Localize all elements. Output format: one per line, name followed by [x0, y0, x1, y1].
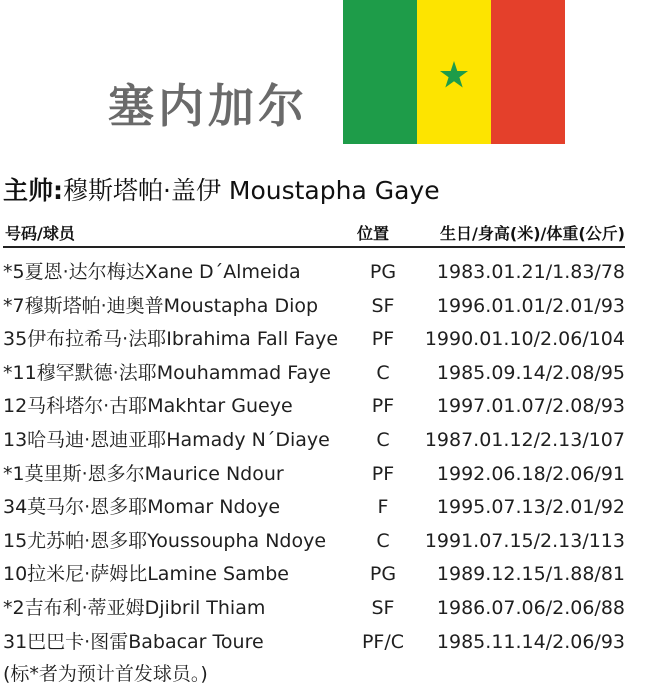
player-name: *1莫里斯·恩多尔Maurice Ndour	[3, 462, 284, 485]
roster-row	[3, 592, 625, 626]
player-info: 1986.07.06/2.06/88	[436, 596, 625, 619]
senegal-flag	[343, 0, 565, 144]
column-header-player: 号码/球员	[5, 224, 75, 243]
column-header-info: 生日/身高(米)/体重(公斤)	[440, 224, 625, 243]
player-info: 1992.06.18/2.06/91	[436, 462, 625, 485]
coach-name: 穆斯塔帕·盖伊 Moustapha Gaye	[63, 176, 440, 205]
player-position: C	[376, 361, 390, 384]
player-info: 1985.09.14/2.08/95	[436, 361, 625, 384]
player-position: F	[377, 496, 389, 519]
coach-line	[3, 174, 440, 208]
player-position: PF/C	[361, 630, 405, 653]
player-info: 1989.12.15/1.88/81	[436, 563, 625, 586]
player-position: PF	[371, 462, 395, 485]
coach-label: 主帅:	[3, 176, 63, 205]
player-info: 1990.01.10/2.06/104	[424, 328, 625, 351]
player-name: 34莫马尔·恩多耶Momar Ndoye	[3, 496, 281, 519]
player-name: 13哈马迪·恩迪亚耶Hamady N´Diaye	[3, 428, 330, 451]
roster-row	[3, 491, 625, 525]
player-info: 1991.07.15/2.13/113	[424, 529, 625, 552]
column-header-position: 位置	[357, 224, 390, 243]
player-name: *11穆罕默德·法耶Mouhammad Faye	[3, 361, 331, 384]
flag-stripe-red	[491, 0, 565, 144]
player-position: PG	[369, 261, 397, 283]
player-name: 35伊布拉希马·法耶Ibrahima Fall Faye	[3, 328, 339, 351]
player-position: PF	[371, 328, 395, 351]
roster-row	[3, 390, 625, 424]
player-name: *5夏恩·达尔梅达Xane D´Almeida	[3, 261, 301, 283]
roster-row	[3, 558, 625, 592]
roster-row	[3, 458, 625, 492]
green-star-icon	[439, 60, 469, 90]
roster-row	[3, 323, 625, 357]
player-name: 15尤苏帕·恩多耶Youssoupha Ndoye	[3, 529, 327, 552]
player-name: *7穆斯塔帕·迪奥普Moustapha Diop	[3, 294, 319, 317]
roster-column-header	[3, 218, 625, 244]
player-info: 1983.01.21/1.83/78	[436, 261, 625, 283]
player-position: SF	[371, 596, 395, 619]
roster-row	[3, 256, 625, 290]
header-divider	[3, 246, 625, 248]
player-position: PF	[371, 395, 395, 418]
player-name: 10拉米尼·萨姆比Lamine Sambe	[3, 563, 289, 586]
flag-stripe-green	[343, 0, 417, 144]
player-position: C	[376, 529, 390, 552]
roster-row	[3, 424, 625, 458]
player-name: *2吉布利·蒂亚姆Djibril Thiam	[3, 596, 266, 619]
player-position: SF	[371, 294, 395, 317]
starter-footnote: (标*者为预计首发球员。)	[3, 663, 208, 685]
roster-row	[3, 357, 625, 391]
player-info: 1997.01.07/2.08/93	[436, 395, 625, 418]
roster-row	[3, 525, 625, 559]
player-info: 1995.07.13/2.01/92	[436, 496, 625, 519]
player-position: C	[376, 428, 390, 451]
player-name: 31巴巴卡·图雷Babacar Toure	[3, 630, 264, 653]
roster-row	[3, 290, 625, 324]
player-name: 12马科塔尔·古耶Makhtar Gueye	[3, 395, 293, 418]
team-name-heading: 塞内加尔	[108, 79, 308, 133]
roster-row	[3, 626, 625, 660]
player-info: 1996.01.01/2.01/93	[436, 294, 625, 317]
player-position: PG	[369, 563, 397, 586]
roster-list	[3, 256, 625, 659]
player-info: 1987.01.12/2.13/107	[424, 428, 625, 451]
player-info: 1985.11.14/2.06/93	[436, 630, 625, 653]
